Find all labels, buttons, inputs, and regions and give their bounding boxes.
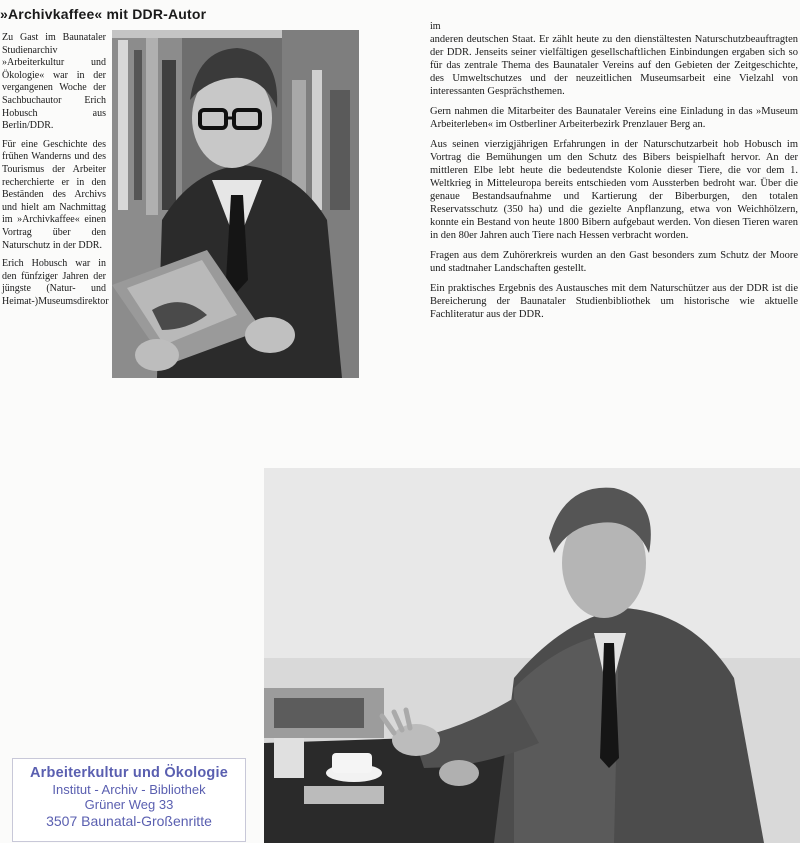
author-reading-photo <box>112 30 359 378</box>
stamp-line: Arbeiterkultur und Ökologie <box>30 765 228 781</box>
paragraph: Erich Hobusch war in den fünfziger Jahren der jüngste (Natur- und Heimat-)Museumsdirektor <box>2 258 109 307</box>
paragraph: Gern nahmen die Mitarbeiter des Baunataler Vereins eine Einladung in das »Museum Arbeiterleben« im Ostberliner Arbeiterbezirk Prenzlauer Berg an. <box>430 106 798 130</box>
institute-stamp <box>12 758 246 842</box>
stamp-line: Institut - Archiv - Bibliothek <box>52 782 206 797</box>
article-headline: »Archivkaffee« mit DDR-Autor <box>0 6 207 22</box>
paragraph: Zu Gast im Baunataler Studienarchiv »Arbeiterkultur und Ökologie« war in der vergangenen Woche der Sachbuchautor Erich Hobusch aus Berlin/DDR. <box>2 32 106 132</box>
author-talking-photo <box>264 468 800 843</box>
narrow-text-column <box>2 32 109 314</box>
paragraph: Aus seinen vierzigjährigen Erfahrungen in der Naturschutzarbeit hob Hobusch im Vortrag die Bemühungen um den Schutz des Bibers beispielhaft hervor. An der mittleren Elbe lebt heute die bedeutendste Kolonie dieser Tiere, die vor dem 1. Weltkrieg in Mitteleuropa bereits entschieden vom Aussterben bedroht war. Über die genaue Bestandsaufnahme und Kartierung der Biberburgen, den totalen Reservatsschutz (350 ha) und die gezielte Anpflanzung, etwa von Weichhölzern, konnte ein Bestand von heute 1800 Bibern aufgebaut werden. Von diesen Tieren waren in den 80er Jahren auch Tiere nach Hessen verbracht worden. <box>430 139 798 241</box>
wide-text-column <box>430 20 798 328</box>
paragraph: Ein praktisches Ergebnis des Austausches mit dem Naturschützer aus der DDR ist die Bereicherung der Baunataler Studienbibliothek um historische wie aktuelle Fachliteratur aus der DDR. <box>430 283 798 320</box>
stamp-line: 3507 Baunatal-Großenritte <box>46 813 212 829</box>
paragraph: Für eine Geschichte des frühen Wanderns und des Tourismus der Arbeiter recherchierte er in den Beständen des Archivs und hielt am Nachmittag im »Archivkaffee« einen Vortrag über den Naturschutz in der DDR. <box>2 138 106 251</box>
paragraph: Fragen aus dem Zuhörerkreis wurden an den Gast besonders zum Schutz der Moore und stadtnaher Landschaften gestellt. <box>430 250 798 274</box>
paragraph: anderen deutschen Staat. Er zählt heute zu den dienstältesten Naturschutzbeauftragten der DDR. Jenseits seiner vielfältigen gesellschaftlichen Einbindungen ergaben sich so für das zentrale Thema des Baunataler Vereins auf den Gebieten der Zeitgeschichte, des Umweltschutzes und der neuzeitlichen Museumsarbeit eine Vielzahl von interessanten Gesprächsthemen. <box>430 34 798 97</box>
stamp-line: Grüner Weg 33 <box>84 797 174 812</box>
paragraph: im <box>430 21 441 32</box>
